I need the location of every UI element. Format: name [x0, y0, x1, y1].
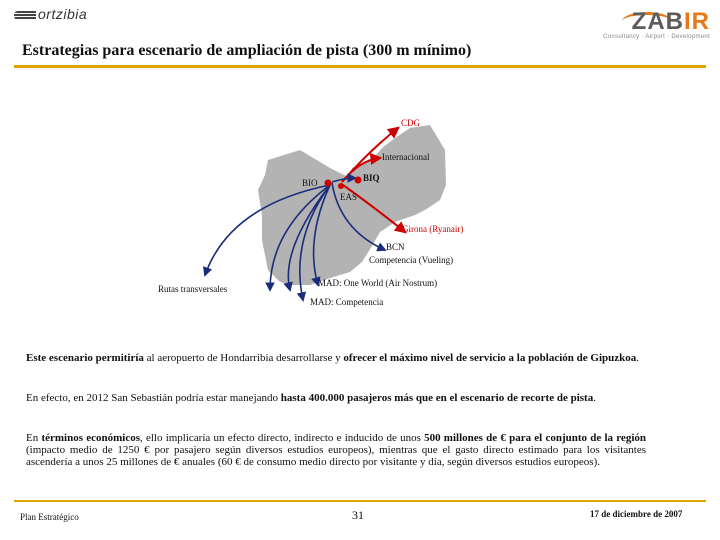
- text-run: .: [636, 352, 640, 364]
- paragraph-2: [26, 392, 646, 404]
- paragraph-3: [26, 432, 646, 468]
- text-run: hasta 400.000 pasajeros más que en el escenario de recorte de pista: [280, 392, 594, 404]
- page-title: Estrategias para escenario de ampliación de pista (300 m mínimo): [22, 42, 472, 59]
- bio-marker: [325, 180, 332, 187]
- footer-divider: [14, 500, 706, 502]
- text-run: al aeropuerto de Hondarribia desarrollarse y: [143, 352, 344, 364]
- label-mad-comp: MAD: Competencia: [310, 297, 384, 307]
- biq-marker: [355, 177, 362, 184]
- text-run: En: [26, 432, 42, 444]
- label-bcn-sub: Competencia (Vueling): [369, 255, 454, 265]
- text-run: , ello implicaría un efecto directo, indirecto e inducido de unos: [140, 432, 425, 444]
- text-run: Este escenario permitiría: [26, 352, 144, 364]
- label-cdg: CDG: [401, 118, 421, 128]
- text-run: En efecto, en 2012 San Sebastián podría estar manejando: [26, 392, 281, 404]
- label-bio: BIO: [302, 178, 318, 188]
- footer-title: Plan Estratégico: [20, 512, 79, 522]
- label-mad-oneworld: MAD: One World (Air Nostrum): [318, 278, 438, 288]
- label-rutas: Rutas transversales: [158, 284, 228, 294]
- ortzibia-logo-text: ortzibia: [38, 6, 88, 22]
- paragraph-1: [26, 352, 646, 364]
- text-run: términos económicos: [41, 432, 140, 444]
- text-run: .: [593, 392, 596, 404]
- text-run: (impacto medio de 1250 € por pasajero según diversos estudios europeos), mientras que el gasto directo estimado para los visitantes ascendería a unos 25 millones de € anuales (60 € de consumo medio directo por visitante y día, según diversos estudios europeos).: [26, 444, 646, 468]
- label-biq: BIQ: [363, 173, 380, 183]
- zabir-tagline: Consultancy · Airport · Development: [603, 34, 710, 40]
- page-number: 31: [352, 508, 364, 522]
- footer-date: 17 de diciembre de 2007: [590, 509, 683, 519]
- text-run: 500 millones de € para el conjunto de la región: [424, 432, 646, 444]
- label-girona: Girona (Ryanair): [402, 224, 464, 234]
- label-bcn: BCN: [386, 242, 405, 252]
- zabir-brand-left: ZAB: [631, 8, 684, 35]
- eas-marker: [338, 183, 344, 189]
- zabir-brand-right: IR: [684, 8, 710, 35]
- text-run: ofrecer el máximo nivel de servicio a la población de Gipuzkoa: [343, 352, 637, 364]
- label-eas: EAS: [340, 192, 358, 202]
- label-internacional: Internacional: [382, 152, 430, 162]
